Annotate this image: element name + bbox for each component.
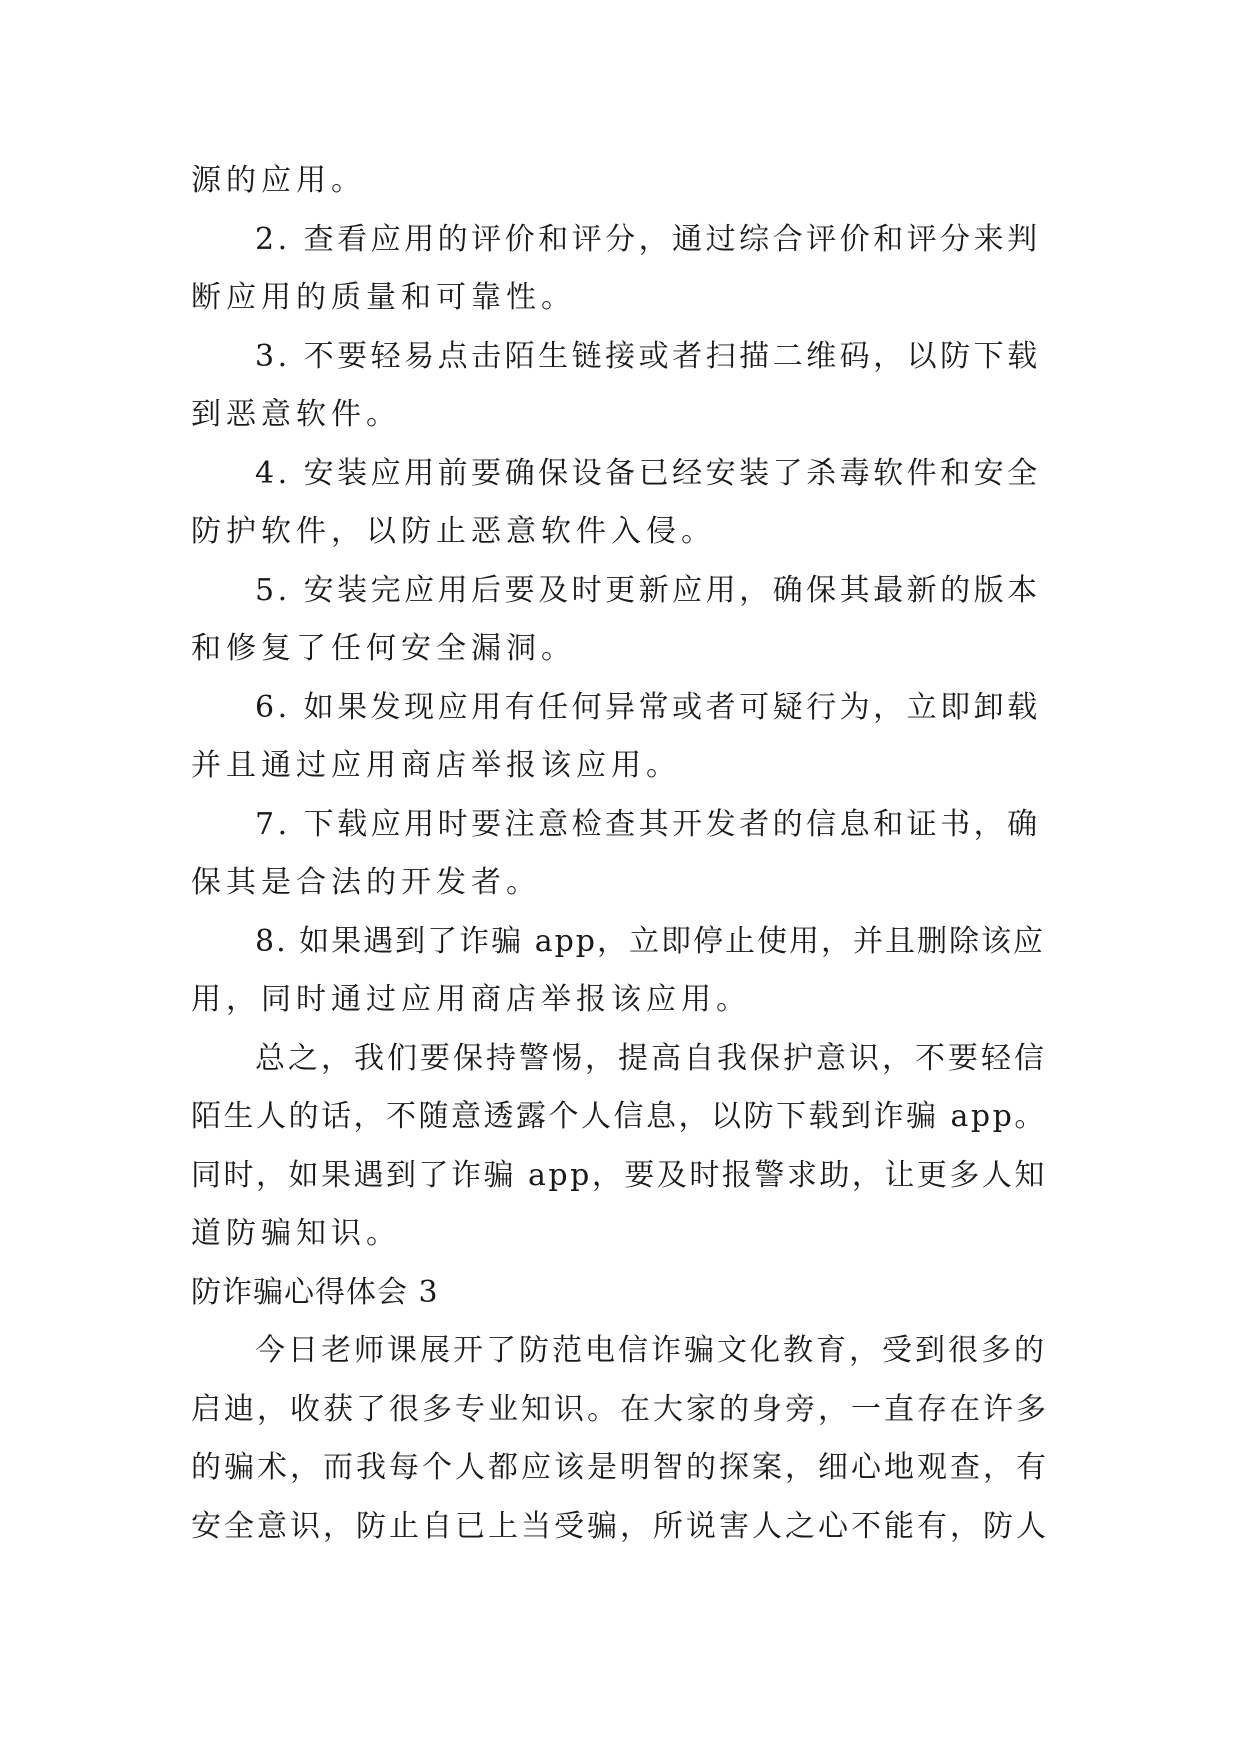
list-item-8: 8. 如果遇到了诈骗 app，立即停止使用，并且删除该应	[255, 923, 1045, 959]
text-line: 源的应用。	[191, 163, 366, 198]
text-line: 安全意识，防止自已上当受骗，所说害人之心不能有，防人	[191, 1508, 1049, 1544]
text-line: 用，同时通过应用商店举报该应用。	[191, 982, 751, 1017]
list-item-7: 7. 下载应用时要注意检查其开发者的信息和证书，确	[255, 806, 1041, 842]
text-line: 防护软件，以防止恶意软件入侵。	[191, 514, 716, 549]
list-item-5: 5. 安装完应用后要及时更新应用，确保其最新的版本	[255, 572, 1041, 608]
text-line: 到恶意软件。	[191, 397, 401, 432]
text-line: 启迪，收获了很多专业知识。在大家的身旁，一直存在许多	[191, 1391, 1049, 1427]
section-title: 防诈骗心得体会 3	[191, 1274, 439, 1310]
summary-paragraph-start: 总之，我们要保持警惕，提高自我保护意识，不要轻信	[255, 1040, 1047, 1076]
section-paragraph-start: 今日老师课展开了防范电信诈骗文化教育，受到很多的	[255, 1333, 1047, 1368]
list-item-4: 4. 安装应用前要确保设备已经安装了杀毒软件和安全	[255, 455, 1041, 491]
text-line: 的骗术，而我每个人都应该是明智的探案，细心地观查，有	[191, 1450, 1049, 1485]
text-line: 同时，如果遇到了诈骗 app，要及时报警求助，让更多人知	[191, 1157, 1047, 1193]
document-body	[191, 152, 1051, 1556]
list-item-3: 3. 不要轻易点击陌生链接或者扫描二维码，以防下载	[255, 338, 1041, 374]
text-line: 并且通过应用商店举报该应用。	[191, 748, 681, 783]
text-line: 保其是合法的开发者。	[191, 865, 541, 900]
text-line: 断应用的质量和可靠性。	[191, 280, 576, 315]
list-item-2: 2. 查看应用的评价和评分，通过综合评价和评分来判	[255, 221, 1041, 257]
list-item-6: 6. 如果发现应用有任何异常或者可疑行为，立即卸载	[255, 689, 1041, 725]
text-line: 陌生人的话，不随意透露个人信息，以防下载到诈骗 app。	[191, 1099, 1047, 1134]
text-line: 和修复了任何安全漏洞。	[191, 631, 576, 666]
text-line: 道防骗知识。	[191, 1216, 401, 1251]
